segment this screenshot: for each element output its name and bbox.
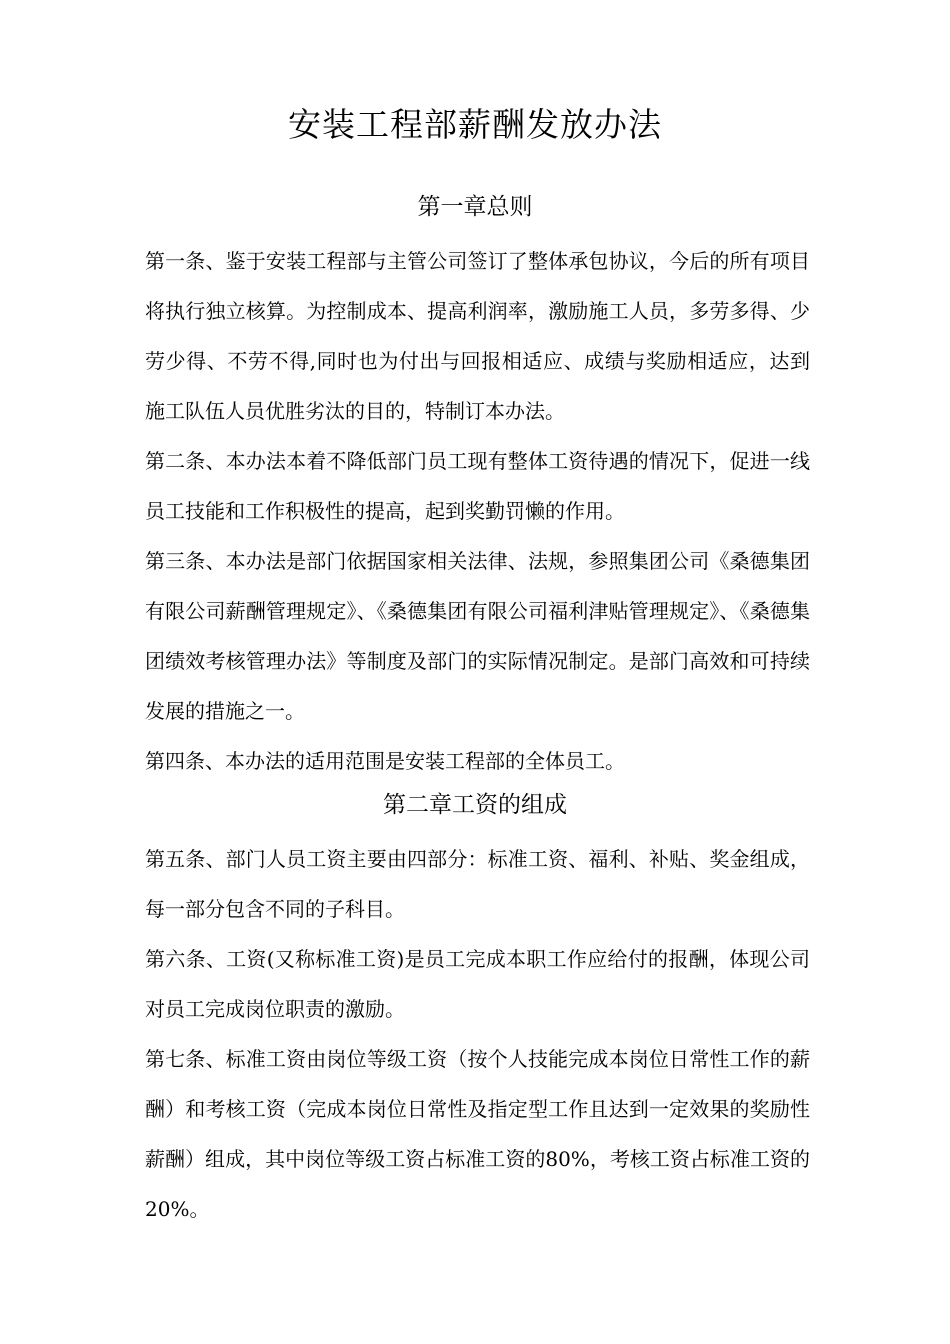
- chapter-heading: 第二章工资的组成: [383, 792, 567, 818]
- chapter-heading: 第一章总则: [417, 194, 533, 220]
- article-paragraph: 第四条、本办法的适用范围是安装工程部的全体员工。: [145, 749, 625, 773]
- article-paragraph: 第三条、本办法是部门依据国家相关法律、法规，参照集团公司《桑德集团有限公司薪酬管理规定》、《桑德集团有限公司福利津贴管理规定》、《桑德集团绩效考核管理办法》等制度及部门的实际情况制定。是部门高效和可持续发展的措施之一。: [145, 549, 810, 723]
- article-paragraph: 第二条、本办法本着不降低部门员工现有整体工资待遇的情况下，促进一线员工技能和工作积极性的提高，起到奖勤罚懒的作用。: [145, 449, 810, 523]
- article-paragraph: 第五条、部门人员工资主要由四部分：标准工资、福利、补贴、奖金组成，每一部分包含不同的子科目。: [145, 847, 810, 921]
- article-paragraph: 第六条、工资(又称标准工资)是员工完成本职工作应给付的报酬，体现公司对员工完成岗位职责的激励。: [145, 947, 810, 1021]
- document-title: 安装工程部薪酬发放办法: [288, 105, 662, 144]
- article-paragraph: 第七条、标准工资由岗位等级工资（按个人技能完成本岗位日常性工作的薪酬）和考核工资（完成本岗位日常性及指定型工作且达到一定效果的奖励性薪酬）组成，其中岗位等级工资占标准工资的80%，考核工资占标准工资的20%。: [145, 1047, 810, 1221]
- article-paragraph: 第一条、鉴于安装工程部与主管公司签订了整体承包协议，今后的所有项目将执行独立核算。为控制成本、提高利润率，激励施工人员，多劳多得、少劳少得、不劳不得,同时也为付出与回报相适应、成绩与奖励相适应，达到施工队伍人员优胜劣汰的目的，特制订本办法。: [145, 249, 810, 423]
